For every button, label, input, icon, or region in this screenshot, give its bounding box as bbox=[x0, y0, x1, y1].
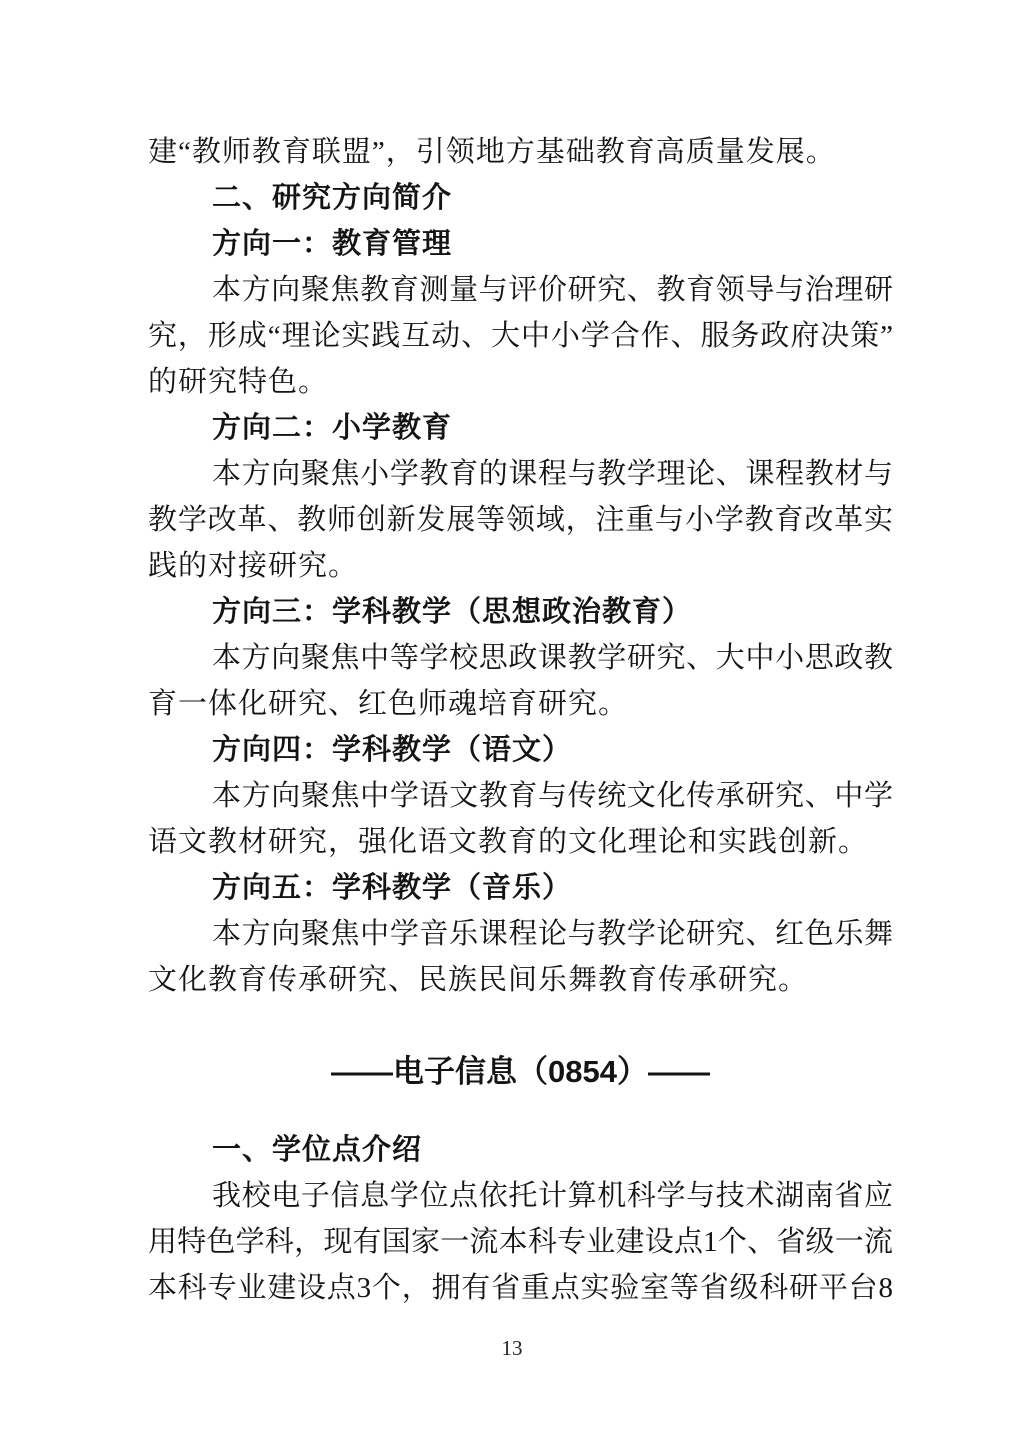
text-line: 育一体化研究、红色师魂培育研究。 bbox=[148, 688, 629, 720]
text-line: 践的对接研究。 bbox=[148, 550, 359, 582]
heading-line: 方向一：教育管理 bbox=[212, 228, 453, 260]
text-line: 用特色学科，现有国家一流本科专业建设点1个、省级一流 bbox=[148, 1226, 893, 1258]
text-line: 本方向聚焦小学教育的课程与教学理论、课程教材与 bbox=[212, 458, 893, 490]
document-content bbox=[148, 129, 893, 1311]
text-line: 本方向聚焦中学语文教育与传统文化传承研究、中学 bbox=[212, 780, 893, 812]
text-line: 语文教材研究，强化语文教育的文化理论和实践创新。 bbox=[148, 826, 869, 858]
text-line: 教学改革、教师创新发展等领域，注重与小学教育改革实 bbox=[148, 504, 893, 536]
heading-line: 方向五：学科教学（音乐） bbox=[212, 872, 573, 904]
heading-line: 二、研究方向简介 bbox=[212, 182, 453, 214]
section-title: ——电子信息（0854）—— bbox=[331, 1054, 710, 1089]
heading-line: 方向二：小学教育 bbox=[212, 412, 453, 444]
heading-line: 方向四：学科教学（语文） bbox=[212, 734, 573, 766]
text-line: 的研究特色。 bbox=[148, 366, 329, 398]
text-line: 建“教师教育联盟”，引领地方基础教育高质量发展。 bbox=[148, 136, 836, 168]
text-line: 究，形成“理论实践互动、大中小学合作、服务政府决策” bbox=[148, 320, 893, 352]
text-line: 本方向聚焦教育测量与评价研究、教育领导与治理研 bbox=[212, 274, 893, 306]
heading-line: 一、学位点介绍 bbox=[212, 1134, 423, 1166]
text-line: 本方向聚焦中学音乐课程论与教学论研究、红色乐舞 bbox=[212, 918, 893, 950]
text-line: 本科专业建设点3个，拥有省重点实验室等省级科研平台8 bbox=[148, 1272, 893, 1304]
heading-line: 方向三：学科教学（思想政治教育） bbox=[212, 596, 693, 628]
page-number: 13 bbox=[501, 1336, 523, 1360]
text-line: 文化教育传承研究、民族民间乐舞教育传承研究。 bbox=[148, 964, 809, 996]
text-line: 本方向聚焦中等学校思政课教学研究、大中小思政教 bbox=[212, 642, 893, 674]
text-line: 我校电子信息学位点依托计算机科学与技术湖南省应 bbox=[212, 1180, 893, 1212]
